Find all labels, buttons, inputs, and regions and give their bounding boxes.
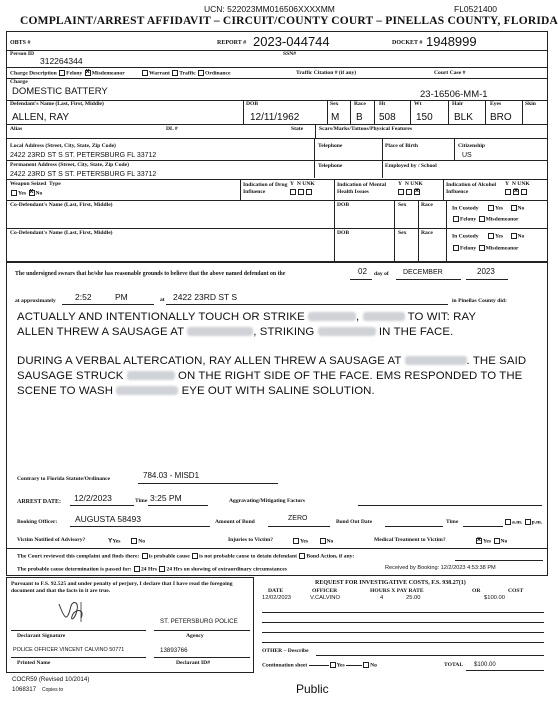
- court-case-label: Court Case #: [434, 70, 466, 76]
- costs-header-hours: HOURS X PAY RATE: [370, 588, 424, 594]
- redaction: [363, 312, 405, 321]
- approx-time: 2:52: [75, 292, 92, 302]
- continuation-no[interactable]: [363, 662, 369, 668]
- narrative-line-2: ALLEN THREW A SAUSAGE AT , STRIKING IN THE FACE.: [17, 326, 454, 338]
- redaction: [405, 356, 467, 365]
- charge-value: DOMESTIC BATTERY: [12, 86, 108, 97]
- am-pm-options: a.m. p.m.: [504, 519, 542, 526]
- declarant-signature-label: Declarant Signature: [17, 633, 66, 639]
- weapon-no-checkbox[interactable]: [29, 190, 35, 196]
- dob-value: 12/11/1962: [250, 112, 300, 123]
- scars-label: Scars/Marks/Tattoos/Physical Features: [319, 126, 413, 132]
- redaction: [116, 386, 178, 395]
- medical-no[interactable]: [494, 538, 500, 544]
- bond-amount-value: ZERO: [288, 515, 308, 522]
- dob-label: DOB: [246, 101, 259, 107]
- injuries-yes[interactable]: [293, 538, 299, 544]
- mental-y-checkbox[interactable]: [398, 189, 404, 195]
- codefendant-1-sex-label: Sex: [398, 202, 407, 208]
- sex-value: M: [331, 112, 340, 123]
- am-checkbox[interactable]: [505, 519, 511, 525]
- docket-label: DOCKET #: [392, 40, 423, 46]
- ucn-number: UCN: 522023MM016506XXXXMM: [204, 4, 335, 14]
- costs-header-cost: COST: [508, 588, 524, 594]
- declarant-signature: [55, 598, 91, 626]
- drug-n-checkbox[interactable]: [298, 189, 304, 195]
- agency-label: Agency: [186, 633, 204, 639]
- total-value: $100.00: [474, 662, 496, 668]
- codefendant-2-custody-yes[interactable]: [488, 233, 494, 239]
- eyes-value: BRO: [490, 112, 512, 123]
- permanent-address-label: Permanent Address (Street, City, State, Zip Code): [10, 162, 129, 168]
- telephone-label: Telephone: [318, 143, 343, 149]
- victim-notified-no[interactable]: [131, 538, 137, 544]
- page-title: COMPLAINT/ARREST AFFIDAVIT – CIRCUIT/COUNTY COURT – PINELLAS COUNTY, FLORIDA: [20, 15, 558, 27]
- received-by-booking: Received by Booking: 12/2/2023 4:53:38 PM: [385, 565, 496, 571]
- agency-value: ST. PETERSBURG POLICE: [160, 618, 238, 625]
- narrative-line-4: SAUSAGE STRUCK ON THE RIGHT SIDE OF THE FACE. EMS RESPONDED TO THE: [17, 370, 523, 382]
- continuation-sheet-row: Continuation sheet Yes No: [262, 662, 377, 669]
- hair-label: Hair: [452, 101, 464, 107]
- redaction: [187, 327, 253, 336]
- traffic-citation-label: Traffic Citation # (if any): [296, 70, 357, 76]
- report-number: 2023-044744: [253, 34, 330, 49]
- weight-label: Wt: [414, 101, 422, 107]
- defendant-name-label: Defendant's Name (Last, First, Middle): [10, 101, 104, 107]
- bond-amount-label: Amount of Bond: [215, 519, 255, 525]
- aggravating-label: Aggravating/Mitigating Factors: [229, 498, 305, 504]
- drug-y-checkbox[interactable]: [290, 189, 296, 195]
- codefendant-1-custody: In Custody Yes No: [452, 205, 525, 212]
- sworn-year: 2023: [477, 267, 495, 276]
- place-of-birth-label: Place of Birth: [385, 143, 418, 149]
- traffic-checkbox[interactable]: [172, 70, 178, 76]
- report-label: REPORT #: [217, 40, 247, 46]
- narrative-line-3: DURING A VERBAL ALTERCATION, RAY ALLEN THREW A SAUSAGE AT . THE SAID: [17, 355, 527, 367]
- mental-unk-checkbox[interactable]: [414, 189, 420, 195]
- narrative-block: [17, 310, 542, 399]
- sworn-intro: The undersigned swears that he/she has reasonable grounds to believe that the above named defendant on the: [15, 271, 286, 277]
- court-case-value: 23-16506-MM-1: [420, 89, 488, 100]
- codefendant-1-custody-yes[interactable]: [488, 205, 494, 211]
- telephone-label-2: Telephone: [318, 163, 343, 169]
- bond-out-time-label: Time: [446, 519, 459, 525]
- alcohol-n-checkbox[interactable]: [513, 189, 519, 195]
- total-label: TOTAL: [444, 662, 464, 668]
- warrant-checkbox[interactable]: [142, 70, 148, 76]
- person-id-label: Person ID: [10, 51, 35, 57]
- arrest-date-value: 12/2/2023: [74, 493, 112, 503]
- citizenship-label: Citizenship: [458, 143, 486, 149]
- officer-id-value: 13893766: [160, 647, 188, 654]
- passed-for-row: The probable cause determination is passed for: 24 Hrs 24 Hrs on showing of extraordinary circumstances: [17, 566, 287, 573]
- charge-description: Charge Description Felony x Misdemeanor Warrant Traffic Ordinance: [10, 70, 230, 77]
- defendant-name-value: ALLEN, RAY: [12, 112, 70, 123]
- incident-location: 2422 23RD ST S: [173, 292, 238, 302]
- drug-influence-label: Indication of Drug Influence: [243, 182, 288, 195]
- printed-name-label: Printed Name: [17, 660, 51, 666]
- medical-yes[interactable]: [476, 538, 482, 544]
- costs-header-or: OR: [472, 588, 481, 594]
- statute-label: Contrary to Florida Statute/Ordinance: [17, 476, 111, 482]
- charge-label: Charge: [10, 79, 28, 85]
- ssn-label: SSN#: [283, 51, 297, 57]
- codefendant-1-type: Felony Misdemeanor: [452, 216, 519, 223]
- felony-checkbox[interactable]: [59, 70, 65, 76]
- weapon-seized-label: Weapon Seized Type: [10, 181, 61, 187]
- hair-value: BLK: [454, 112, 473, 123]
- approx-label: at approximately: [15, 298, 56, 304]
- alcohol-ynu-header: Y N UNK: [505, 181, 530, 187]
- redaction: [127, 371, 175, 380]
- costs-title: REQUEST FOR INVESTIGATIVE COSTS, F.S. 938.27(1): [315, 580, 466, 586]
- narrative-line-5: SCENE TO WASH EYE OUT WITH SALINE SOLUTION.: [17, 385, 375, 397]
- statute-value: 784.03 - MISD1: [143, 471, 200, 480]
- codefendant-2-custody: In Custody Yes No: [452, 233, 525, 240]
- eyes-label: Eyes: [490, 101, 502, 107]
- weapon-yes-checkbox[interactable]: [11, 190, 17, 196]
- obts-label: OBTS #: [10, 40, 31, 46]
- bond-out-date-label: Bond Out Date: [336, 519, 373, 525]
- arrest-time-label: Time: [135, 498, 148, 504]
- alcohol-y-checkbox[interactable]: [505, 189, 511, 195]
- drug-checkboxes: [289, 189, 313, 196]
- drug-unk-checkbox[interactable]: [306, 189, 312, 195]
- codefendant-1-felony[interactable]: [453, 216, 459, 222]
- sworn-day: 02: [358, 267, 367, 276]
- costs-row-cost: $100.00: [484, 595, 505, 601]
- alcohol-influence-label: Indication of Alcohol Influence: [446, 182, 497, 195]
- docket-number: 1948999: [426, 34, 477, 49]
- local-address-value: 2422 23RD ST S ST. PETERSBURG FL 33712: [10, 152, 157, 159]
- state-label: State: [291, 126, 304, 132]
- costs-row-rate: 25.00: [406, 595, 421, 601]
- misdemeanor-checkbox[interactable]: [85, 70, 91, 76]
- weapon-seized-options: Yes x No: [10, 190, 42, 197]
- mental-n-checkbox[interactable]: [406, 189, 412, 195]
- document-number: 1068317: [12, 686, 37, 693]
- injuries-options: Yes No: [292, 538, 333, 545]
- mental-ynu-header: Y N UNK: [398, 181, 423, 187]
- booking-officer-label: Booking Officer:: [17, 519, 58, 525]
- codefendant-1-misdemeanor[interactable]: [479, 216, 485, 222]
- mental-checkboxes: [397, 189, 421, 196]
- probable-cause-checkbox[interactable]: [142, 553, 148, 559]
- county-label: in Pinellas County did:: [452, 298, 507, 304]
- costs-header-officer: OFFICER: [312, 588, 338, 594]
- approx-pm: PM: [115, 292, 128, 302]
- permanent-address-value: 2422 23RD ST S ST. PETERSBURG FL 33712: [10, 171, 157, 178]
- not-probable-cause-checkbox[interactable]: [192, 553, 198, 559]
- at-label: at: [160, 297, 165, 303]
- codefendant-2-race-label: Race: [421, 230, 433, 236]
- perjury-statement: Pursuant to F.S. 92.525 and under penalty of perjury, I declare that I have read the foregoing document and that the facts in it are true.: [11, 581, 233, 594]
- codefendant-1-custody-no[interactable]: [511, 205, 517, 211]
- citizenship-value: US: [462, 152, 472, 159]
- employed-label: Employed by / School: [385, 163, 437, 169]
- arrest-date-label: ARREST DATE:: [17, 499, 61, 505]
- victim-notified-label: Victim Notified of Advisory?: [17, 537, 86, 543]
- injuries-no[interactable]: [320, 538, 326, 544]
- printed-name-value: POLICE OFFICER VINCENT CALVINO 50771: [13, 647, 125, 653]
- costs-row-officer: V.CALVINO: [310, 595, 340, 601]
- codefendant-1-race-label: Race: [421, 202, 433, 208]
- pm-checkbox[interactable]: [525, 519, 531, 525]
- court-review-row: The Court reviewed this complaint and finds there: is probable cause is not probable cause to detain defendant Bond Action, if any:: [17, 553, 355, 560]
- victim-notified-options: YYes No: [108, 537, 146, 545]
- 24hrs-checkbox[interactable]: [134, 566, 140, 572]
- arrest-time-value: 3:25 PM: [150, 493, 182, 503]
- codefendant-2-sex-label: Sex: [398, 230, 407, 236]
- codefendant-2-custody-no[interactable]: [511, 233, 517, 239]
- codefendant-2-dob-label: DOB: [337, 230, 350, 236]
- alcohol-checkboxes: [504, 189, 528, 196]
- alcohol-unk-checkbox[interactable]: [521, 189, 527, 195]
- form-id: COCR59 (Revised 10/2014): [12, 676, 90, 683]
- redaction: [308, 312, 356, 321]
- drug-ynu-header: Y N UNK: [290, 181, 315, 187]
- codefendant-2-felony[interactable]: [453, 245, 459, 251]
- injuries-label: Injuries to Victim?: [228, 537, 274, 543]
- race-label: Race: [354, 101, 366, 107]
- person-id-value: 312264344: [40, 56, 83, 66]
- codefendant-1-dob-label: DOB: [337, 202, 350, 208]
- dl-label: DL #: [166, 126, 178, 132]
- costs-header-date: DATE: [268, 588, 284, 594]
- medical-treatment-label: Medical Treatment to Victim?: [374, 537, 446, 543]
- height-value: 508: [379, 112, 396, 123]
- costs-row-date: 12/02/2023: [262, 595, 292, 601]
- 24hrs-extraordinary-checkbox[interactable]: [159, 566, 165, 572]
- codefendant-2-name-label: Co-Defendant's Name (Last, First, Middle): [10, 230, 113, 236]
- race-value: B: [356, 112, 363, 123]
- height-label: Ht: [379, 101, 386, 107]
- skin-label: Skin: [525, 101, 536, 107]
- sex-label: Sex: [330, 101, 339, 107]
- declarant-id-label: Declarant ID#: [176, 660, 211, 666]
- narrative-line-1: ACTUALLY AND INTENTIONALLY TOUCH OR STRIKE , TO WIT: RAY: [17, 311, 477, 323]
- sworn-month: DECEMBER: [403, 269, 443, 276]
- redaction: [318, 327, 376, 336]
- other-describe-label: OTHER – Describe: [262, 648, 309, 654]
- local-address-label: Local Address (Street, City, State, Zip Code): [10, 143, 116, 149]
- form-code: FL0521400: [454, 4, 498, 14]
- bond-action-checkbox[interactable]: [299, 553, 305, 559]
- public-label: Public: [296, 682, 329, 696]
- alias-label: Alias: [10, 126, 23, 132]
- copies-to: Copies to: [42, 687, 64, 693]
- codefendant-2-type: Felony Misdemeanor: [452, 245, 519, 252]
- ordinance-checkbox[interactable]: [198, 70, 204, 76]
- mental-health-label: Indication of Mental Health Issues: [337, 182, 387, 195]
- continuation-yes[interactable]: [330, 662, 336, 668]
- medical-treatment-options: x Yes No: [475, 538, 507, 545]
- costs-row-hours: 4: [380, 595, 384, 601]
- sworn-day-of: day of: [374, 271, 389, 277]
- weight-value: 150: [416, 112, 433, 123]
- codefendant-2-misdemeanor[interactable]: [479, 245, 485, 251]
- booking-officer-value: AUGUSTA 58493: [75, 514, 141, 524]
- codefendant-1-name-label: Co-Defendant's Name (Last, First, Middle): [10, 202, 113, 208]
